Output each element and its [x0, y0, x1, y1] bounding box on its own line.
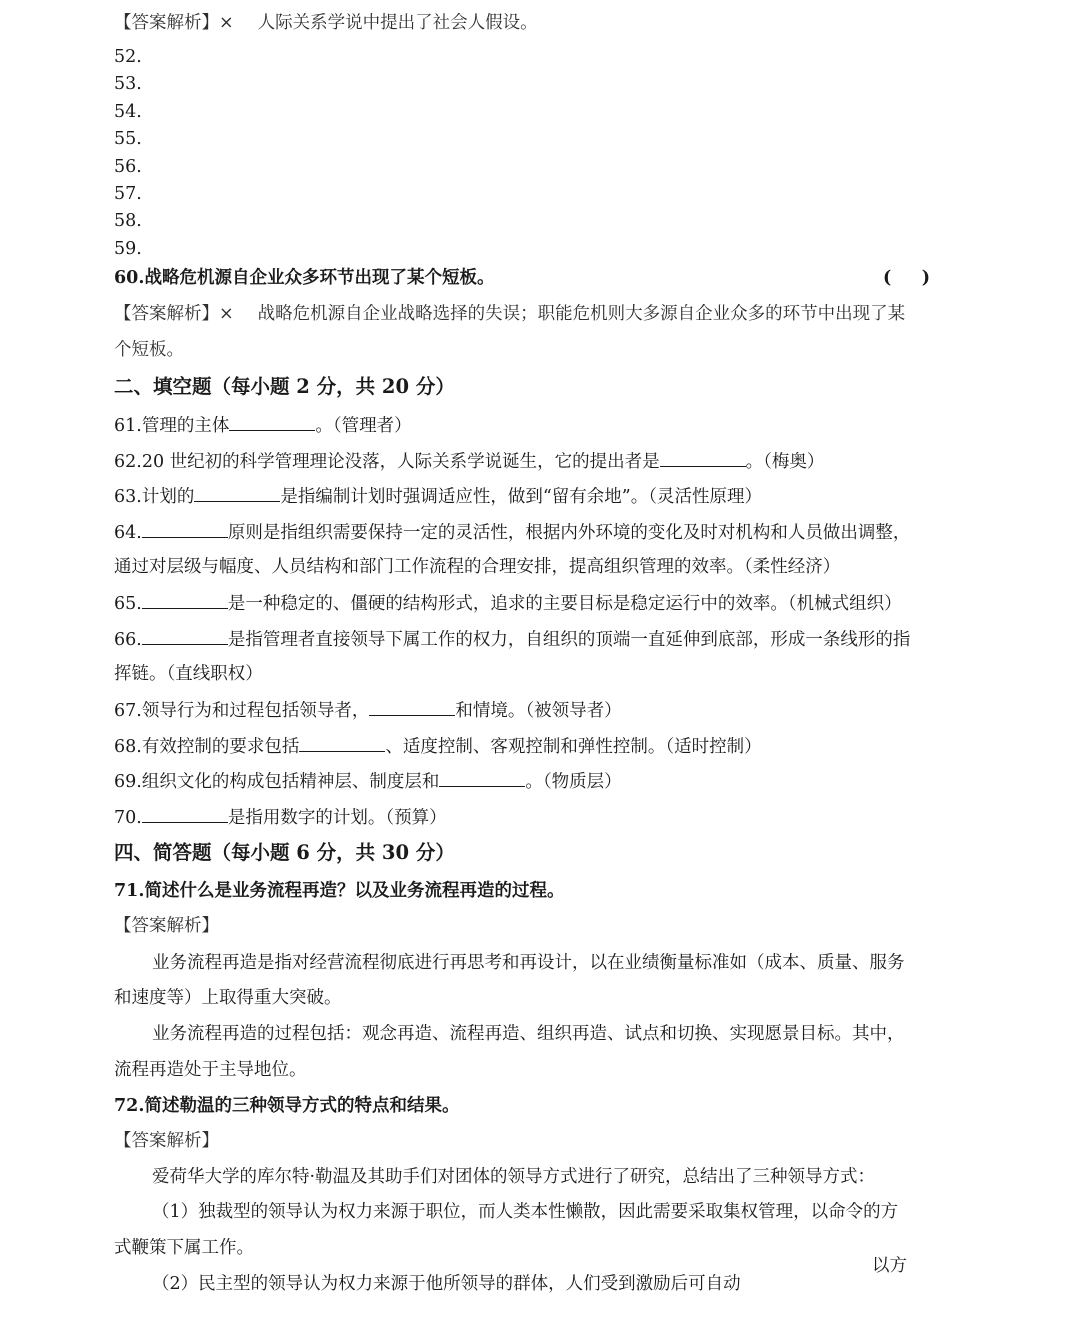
answer-blank — [142, 804, 228, 823]
fill-question-64: 64. 原则是指组织需要保持一定的灵活性，根据内外环境的变化及时对机构和人员做出调整， — [114, 519, 910, 545]
section-heading: 四、简答题（每小题 6 分，共 30 分） — [114, 841, 455, 864]
answer-paragraph: 爱荷华大学的库尔特·勒温及其助手们对团体的领导方式进行了研究，总结出了三种领导方式： — [152, 1167, 876, 1187]
answer-tag: 【答案解析】 — [114, 1131, 219, 1151]
answer-blank — [142, 626, 228, 645]
fill-question-65: 65. 是一种稳定的、僵硬的结构形式，追求的主要目标是稳定运行中的效率。（机械式组织） — [114, 590, 902, 616]
answer-tag: 【答案解析】× — [114, 304, 234, 324]
question-71: 71.简述什么是业务流程再造？以及业务流程再造的过程。 — [114, 881, 565, 901]
answer-blank — [194, 483, 280, 502]
fill-question-62: 62.20 世纪初的科学管理理论没落，人际关系学说诞生，它的提出者是 。（梅奥） — [114, 448, 824, 474]
question-number: 59. — [114, 239, 142, 259]
section-heading: 二、填空题（每小题 2 分，共 20 分） — [114, 375, 455, 398]
stray-text: 以方 — [872, 1256, 907, 1276]
answer-paragraph: 和速度等）上取得重大突破。 — [114, 988, 342, 1008]
question-number: 57. — [114, 184, 142, 204]
answer-blank — [142, 590, 228, 609]
answer-paragraph: （1）独裁型的领导认为权力来源于职位，而人类本性懒散，因此需要采取集权管理，以命令的方 — [152, 1202, 899, 1222]
question-number: 54. — [114, 102, 142, 122]
answer-tag: 【答案解析】 — [114, 916, 219, 936]
question-60: 60.战略危机源自企业众多环节出现了某个短板。 — [114, 268, 495, 288]
answer-explanation — [114, 11, 538, 35]
answer-parentheses: ( ) — [883, 268, 931, 288]
fill-question-67: 67.领导行为和过程包括领导者， 和情境。（被领导者） — [114, 697, 622, 723]
answer-paragraph: （2）民主型的领导认为权力来源于他所领导的群体，人们受到激励后可自动 — [152, 1274, 741, 1294]
answer-explanation — [114, 302, 905, 326]
answer-text: 个短板。 — [114, 340, 184, 360]
answer-blank — [229, 412, 315, 431]
fill-question-61: 61.管理的主体 。（管理者） — [114, 412, 412, 438]
question-number: 58. — [114, 211, 142, 231]
fill-question-68: 68.有效控制的要求包括 、适度控制、客观控制和弹性控制。（适时控制） — [114, 733, 762, 759]
answer-text: 人际关系学说中提出了社会人假设。 — [257, 13, 538, 33]
question-number: 56. — [114, 157, 142, 177]
answer-blank — [439, 768, 525, 787]
question-number: 52. — [114, 47, 142, 67]
fill-question-63: 63.计划的 是指编制计划时强调适应性，做到“留有余地”。（灵活性原理） — [114, 483, 762, 509]
fill-question-69: 69.组织文化的构成包括精神层、制度层和 。（物质层） — [114, 768, 622, 794]
answer-blank — [142, 519, 228, 538]
answer-paragraph: 业务流程再造是指对经营流程彻底进行再思考和再设计，以在业绩衡量标准如（成本、质量、服务 — [152, 953, 905, 973]
answer-paragraph: 业务流程再造的过程包括：观念再造、流程再造、组织再造、试点和切换、实现愿景目标。其中， — [152, 1024, 905, 1044]
fill-question-64-cont: 通过对层级与幅度、人员结构和部门工作流程的合理安排，提高组织管理的效率。（柔性经济） — [114, 557, 841, 577]
question-number: 53. — [114, 74, 142, 94]
question-72: 72.简述勒温的三种领导方式的特点和结果。 — [114, 1096, 460, 1116]
answer-tag: 【答案解析】× — [114, 13, 234, 33]
answer-blank — [369, 697, 455, 716]
answer-text: 战略危机源自企业战略选择的失误；职能危机则大多源自企业众多的环节中出现了某 — [257, 304, 906, 324]
answer-blank — [299, 733, 385, 752]
answer-paragraph: 流程再造处于主导地位。 — [114, 1060, 307, 1080]
fill-question-70: 70. 是指用数字的计划。（预算） — [114, 804, 447, 830]
question-number: 55. — [114, 129, 142, 149]
answer-blank — [660, 448, 746, 467]
answer-paragraph: 式鞭策下属工作。 — [114, 1238, 254, 1258]
fill-question-66: 66. 是指管理者直接领导下属工作的权力，自组织的顶端一直延伸到底部，形成一条线形的指 — [114, 626, 910, 652]
fill-question-66-cont: 挥链。（直线职权） — [114, 664, 263, 684]
